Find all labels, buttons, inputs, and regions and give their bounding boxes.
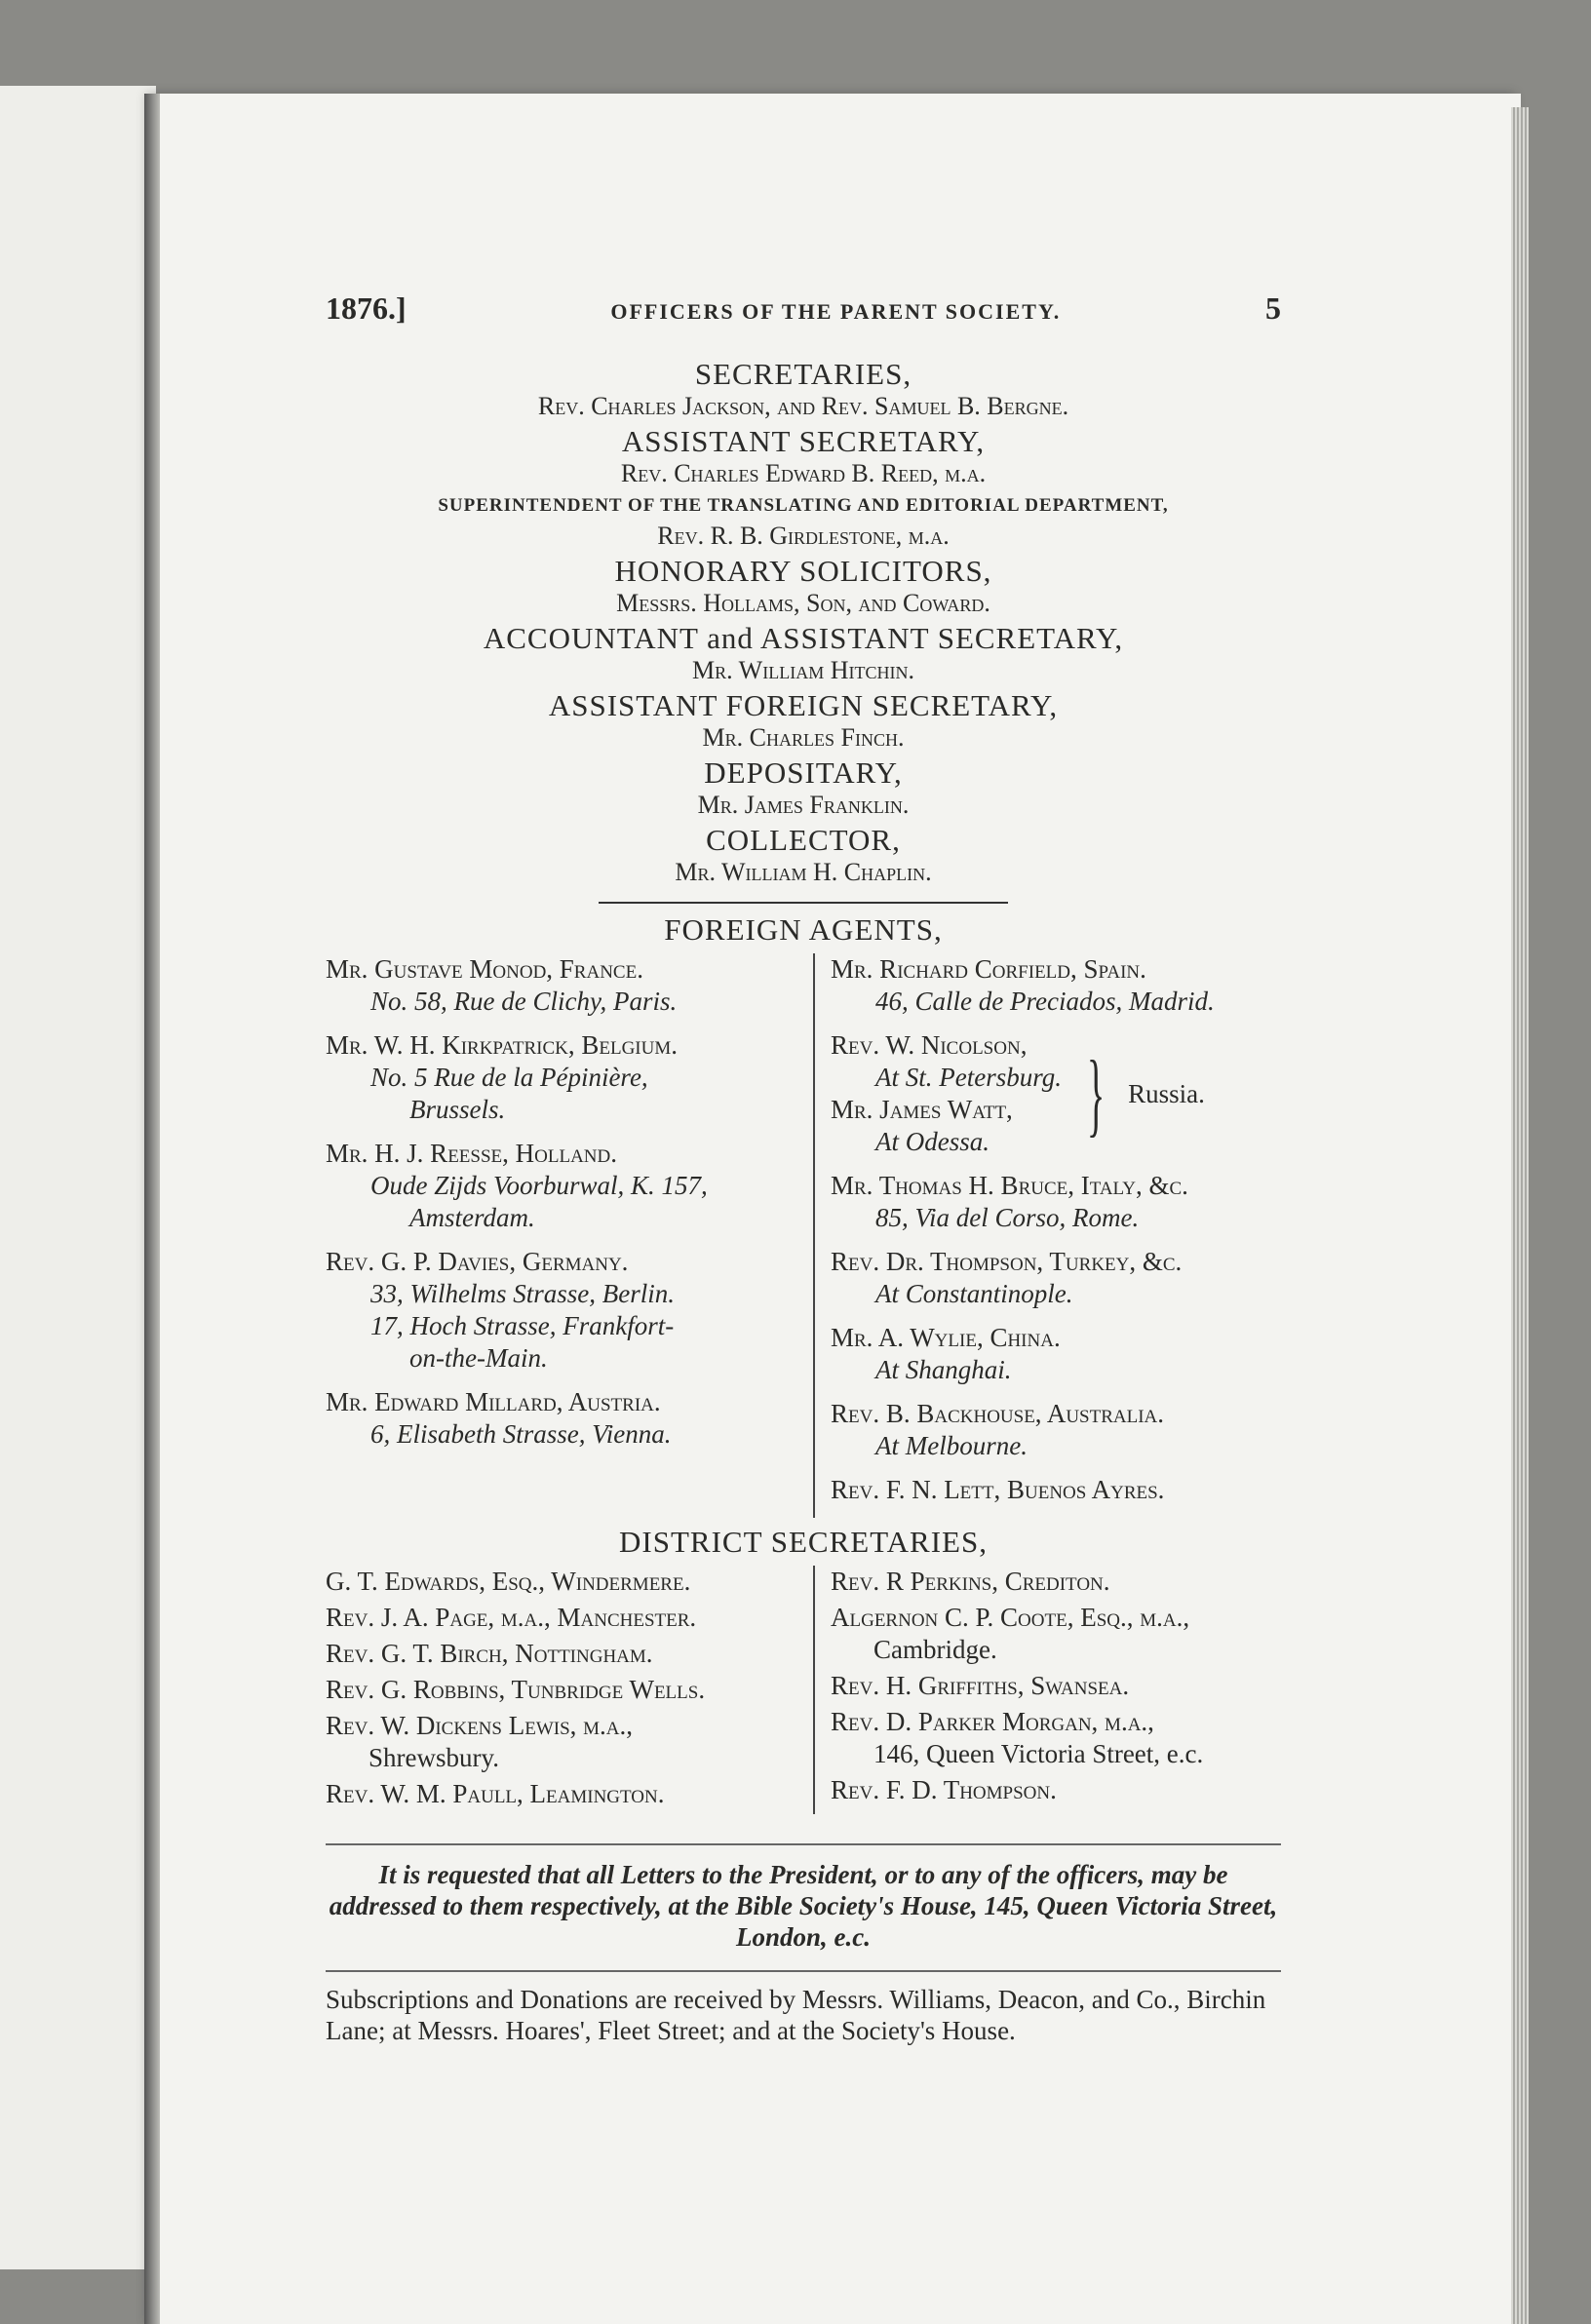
agent-entry: Mr. Edward Millard, Austria. 6, Elisabeth Strasse, Vienna.	[326, 1387, 672, 1449]
office-title: DEPOSITARY,	[704, 755, 903, 790]
divider-rule	[599, 902, 1008, 904]
office-title: HONORARY SOLICITORS,	[614, 554, 992, 588]
office-title: SECRETARIES,	[694, 357, 912, 391]
foreign-agents-right-column	[813, 953, 1281, 1518]
district-secretaries-columns	[326, 1566, 1281, 1814]
district-secretaries-title: DISTRICT SECRETARIES,	[619, 1525, 988, 1559]
district-entry: Rev. W. Dickens Lewis, m.a., Shrewsbury.	[326, 1711, 634, 1772]
district-entry: Rev. W. M. Paull, Leamington.	[326, 1779, 665, 1808]
office-holder: Mr. William H. Chaplin.	[675, 858, 932, 886]
page-gutter	[144, 94, 160, 2324]
district-entry: Rev. J. A. Page, m.a., Manchester.	[326, 1603, 697, 1632]
district-entry: Rev. D. Parker Morgan, m.a., 146, Queen Victoria Street, e.c.	[831, 1707, 1204, 1768]
russia-label: Russia.	[1128, 1078, 1205, 1108]
brace-glyph: }	[1086, 1041, 1106, 1145]
office-holder: Mr. James Franklin.	[697, 791, 910, 819]
district-entry: G. T. Edwards, Esq., Windermere.	[326, 1567, 691, 1596]
officers-list	[326, 357, 1281, 888]
running-head-title: OFFICERS OF THE PARENT SOCIETY.	[610, 299, 1062, 324]
agent-entry: Mr. Thomas H. Bruce, Italy, &c. 85, Via del Corso, Rome.	[831, 1171, 1188, 1232]
office-holder: Rev. R. B. Girdlestone, m.a.	[657, 522, 950, 550]
office-holder: Rev. Charles Edward B. Reed, m.a.	[620, 459, 987, 487]
agent-entry: Rev. B. Backhouse, Australia. At Melbourne.	[831, 1399, 1165, 1460]
office-title: COLLECTOR,	[706, 823, 901, 857]
agent-entry: Mr. A. Wylie, China. At Shanghai.	[831, 1323, 1061, 1384]
office-holder: Mr. William Hitchin.	[692, 656, 914, 684]
page-number: 5	[1265, 290, 1281, 326]
foreign-agents-title: FOREIGN AGENTS,	[664, 912, 943, 947]
agent-entry: Mr. Gustave Monod, France. No. 58, Rue de Clichy, Paris.	[326, 954, 678, 1016]
page-content	[326, 292, 1281, 2046]
office-holder: Mr. Charles Finch.	[702, 723, 905, 752]
agent-entry: Mr. H. J. Reesse, Holland. Oude Zijds Voorburwal, K. 157, Amsterdam.	[326, 1139, 708, 1232]
russia-agents-group: Rev. W. Nicolson, At St. Petersburg. Mr. James Watt, At Odessa. } Russia.	[831, 1030, 1205, 1156]
district-entry: Rev. R Perkins, Crediton.	[831, 1567, 1110, 1596]
office-title: ASSISTANT SECRETARY,	[621, 424, 986, 458]
district-right-column	[813, 1566, 1281, 1814]
facing-page-edge	[0, 86, 156, 2269]
office-title: SUPERINTENDENT OF THE TRANSLATING AND EDITORIAL DEPARTMENT,	[438, 495, 1169, 516]
agent-entry: Rev. F. N. Lett, Buenos Ayres.	[831, 1475, 1165, 1504]
district-left-column	[326, 1566, 813, 1814]
district-entry: Rev. F. D. Thompson.	[831, 1775, 1057, 1804]
district-entry: Rev. G. T. Birch, Nottingham.	[326, 1639, 653, 1668]
correspondence-notice: It is requested that all Letters to the President, or to any of the officers, may be addressed to them respectively, at the Bible Society's House, 145, Queen Victoria Street, London, e.c.	[326, 1843, 1281, 1953]
office-holder: Rev. Charles Jackson, and Rev. Samuel B. Bergne.	[537, 392, 1069, 420]
office-title: ACCOUNTANT and ASSISTANT SECRETARY,	[483, 621, 1124, 655]
foreign-agents-columns	[326, 953, 1281, 1518]
office-title: ASSISTANT FOREIGN SECRETARY,	[548, 688, 1059, 722]
agent-entry: Mr. Richard Corfield, Spain. 46, Calle de Preciados, Madrid.	[831, 954, 1215, 1016]
subscriptions-notice: Subscriptions and Donations are received by Messrs. Williams, Deacon, and Co., Birchin Lane; at Messrs. Hoares', Fleet Street; and at the Society's House.	[326, 1970, 1281, 2046]
agent-entry: Mr. W. H. Kirkpatrick, Belgium. No. 5 Rue de la Pépinière, Brussels.	[326, 1030, 678, 1124]
agent-entry: Rev. G. P. Davies, Germany. 33, Wilhelms Strasse, Berlin. 17, Hoch Strasse, Frankfort- on-the-Main.	[326, 1247, 675, 1373]
district-entry: Algernon C. P. Coote, Esq., m.a., Cambridge.	[831, 1603, 1190, 1664]
agent-entry: Rev. Dr. Thompson, Turkey, &c. At Constantinople.	[831, 1247, 1183, 1308]
district-entry: Rev. G. Robbins, Tunbridge Wells.	[326, 1675, 706, 1704]
foreign-agents-left-column	[326, 953, 813, 1518]
page-stack-edge	[1511, 107, 1529, 2324]
running-head	[326, 292, 1281, 328]
running-head-year: 1876.]	[326, 290, 407, 326]
office-holder: Messrs. Hollams, Son, and Coward.	[616, 589, 990, 617]
district-entry: Rev. H. Griffiths, Swansea.	[831, 1671, 1130, 1700]
